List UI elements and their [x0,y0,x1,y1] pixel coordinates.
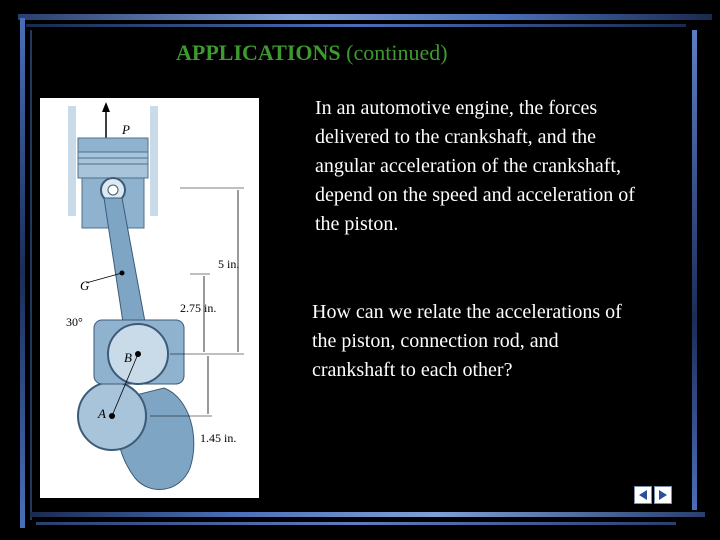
triangle-left-icon [637,489,649,501]
frame-bottom-bar-thin [36,522,676,525]
force-arrowhead-icon [102,102,110,112]
label-a: A [98,406,106,421]
slide-title [176,40,448,66]
cylinder-wall-left [68,106,76,216]
slide-navigation [634,486,674,506]
label-g: G [80,278,90,293]
triangle-right-icon [657,489,669,501]
paragraph-engine-forces: In an automotive engine, the forces delivered to the crankshaft, and the angular acceleration of the crankshaft, depend on the speed and acceleration of the piston. [315,97,635,235]
frame-left-bar [20,18,25,528]
piston-crown [78,138,148,152]
label-angle: 30° [66,315,83,329]
label-p: P [122,122,130,137]
label-5in: 5 in. [218,257,240,271]
frame-left-bar-thin [30,30,32,520]
frame-top-bar [18,14,712,20]
label-145in: 1.45 in. [200,431,237,445]
cylinder-wall-right [150,106,158,216]
paragraph-question: How can we relate the accelerations of the piston, connection rod, and crankshaft to each other? [312,301,622,381]
piston-figure [40,98,259,498]
frame-bottom-bar [30,512,705,517]
frame-right-bar [692,30,697,510]
label-b: B [124,350,132,365]
frame-top-bar-thin [26,24,686,27]
slide-title-bold: APPLICATIONS [176,40,341,65]
prev-slide-button[interactable] [634,486,652,504]
piston-rings [78,152,148,178]
piston-diagram [40,98,259,498]
label-275in: 2.75 in. [180,301,217,315]
next-slide-button[interactable] [654,486,672,504]
slide-title-rest: (continued) [340,40,448,65]
